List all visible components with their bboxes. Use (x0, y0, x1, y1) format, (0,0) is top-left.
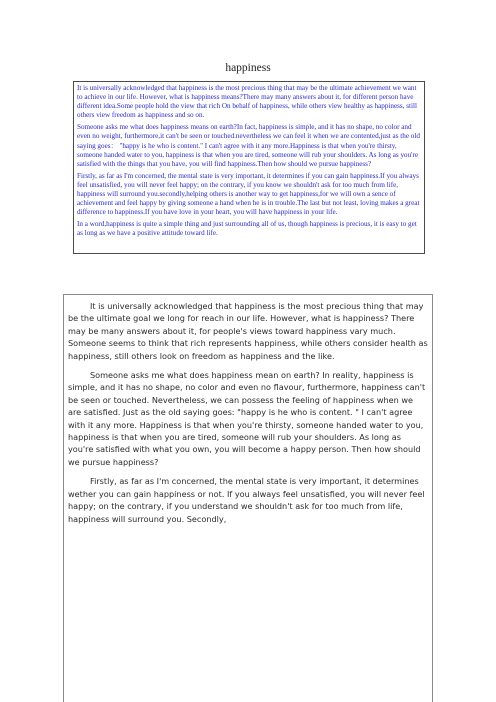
revised-paragraph-3: Firstly, as far as I'm concerned, the mental state is very important, it determines wether you can gain happiness or not. If you always feel unsatisfied, you will never feel happy; on the contrary, if you understand we shouldn't ask for too much from life, happiness will surround you. Secondly, (68, 476, 425, 524)
document-title: happiness (225, 62, 271, 74)
original-paragraph-4: In a word,happiness is quite a simple thing and just surrounding all of us, though happiness is precious, it is easy to get as long as we have a positive attitude toward life. (77, 220, 417, 238)
original-paragraph-2: Someone asks me what does happiness means on earth?In fact, happiness is simple, and it has no shape, no color and even no weight, furthermore,it can't be seen or touched.nevertheless we can feel it when we are contented,just as the old saying goes： "happy is he who is content." I can't agree with it any more.Happiness is that when you're thirsty, someone handed water to you, happiness is that when you are tired, someone will rub your shoulders. As long as you're satisfied with the things that you have, you will find happiness.Then how should we pursue happiness? (77, 123, 420, 168)
original-paragraph-1: It is universally acknowledged that happiness is the most precious thing that may be the ultimate achievement we want to achieve in our life. However, what is happiness means?There may many answers about it, for different person have different idea.Some people hold the view that rich On behalf of happiness, while others view healthy as happiness, still others view freedom as happiness and so on. (77, 84, 417, 120)
original-essay-box (73, 81, 425, 254)
revised-paragraph-1: It is universally acknowledged that happiness is the most precious thing that may be the ultimate goal we long for reach in our life. However, what is happiness? There may be many answers about it, for people's views toward happiness vary much. Someone seems to think that rich represents happiness, while others consider health as happiness, still others look on freedom as happiness and the like. (68, 301, 428, 361)
original-paragraph-3: Firstly, as far as I'm concerned, the mental state is very important, it determines if you can gain happiness.If you always feel unsatisfied, you will never feel happy; on the contrary, if you know we shouldn't ask for too much from life, happiness will surround you.secondly,helping others is another way to get happiness,for we will own a sence of achievement and feel happy by giving someone a hand when he is in trouble.The last but not least, loving makes a great difference to happiness.If you have love in your heart, you will have happiness in your life. (77, 171, 420, 217)
revised-paragraph-2: Someone asks me what does happiness mean on earth? In reality, happiness is simple, and it has no shape, no color and even no flavour, furthermore, happiness can't be seen or touched. Nevertheless, we can possess the feeling of happiness when we are satisfied. Just as the old saying goes: "happy is he who is content. " I can't agree with it any more. Happiness is that when you're thirsty, someone handed water to you, happiness is that when you are tired, someone will rub your shoulders. As long as you're satisfied with what you own, you will become a happy person. Then how should we pursue happiness? (68, 370, 426, 467)
revised-essay-box (63, 294, 433, 702)
